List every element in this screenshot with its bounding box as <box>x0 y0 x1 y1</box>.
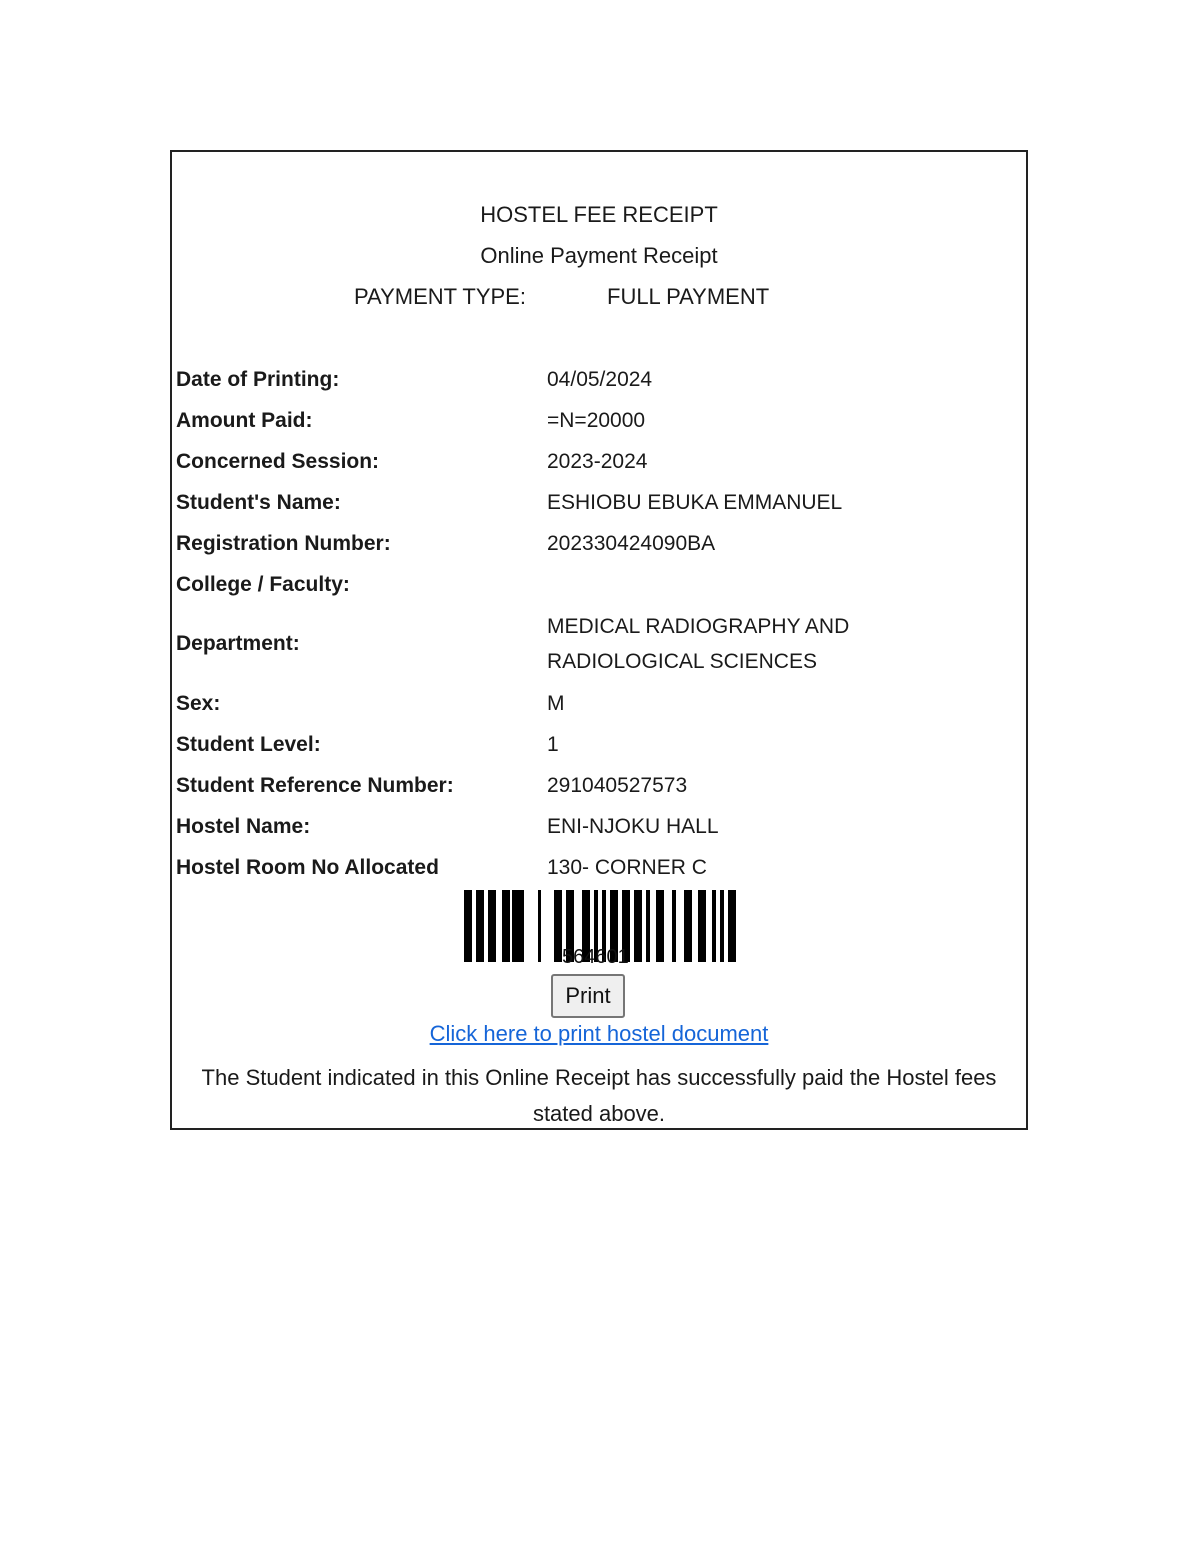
hostel-name-label: Hostel Name: <box>176 815 311 838</box>
concerned-session-label: Concerned Session: <box>176 450 380 473</box>
registration-number-label: Registration Number: <box>176 532 391 555</box>
concerned-session-value: 2023-2024 <box>547 450 648 473</box>
receipt-title: HOSTEL FEE RECEIPT <box>480 202 718 227</box>
barcode-bar <box>488 890 496 962</box>
hostel-room-label: Hostel Room No Allocated <box>176 856 439 879</box>
student-name-value: ESHIOBU EBUKA EMMANUEL <box>547 491 843 514</box>
barcode-bar <box>720 890 724 962</box>
student-reference-number-label: Student Reference Number: <box>176 774 454 797</box>
barcode-bar <box>712 890 716 962</box>
registration-number-value: 202330424090BA <box>547 532 716 555</box>
barcode-bar <box>502 890 510 962</box>
barcode-bar <box>656 890 664 962</box>
barcode-bar <box>512 890 524 962</box>
confirmation-note <box>172 1060 1026 1132</box>
sex-label: Sex: <box>176 692 221 715</box>
department-value-line2: RADIOLOGICAL SCIENCES <box>547 650 817 673</box>
department-label: Department: <box>176 632 300 655</box>
barcode-bar <box>554 890 562 962</box>
confirmation-note-line2: stated above. <box>532 1101 666 1126</box>
hostel-name-value: ENI-NJOKU HALL <box>547 815 719 838</box>
print-button[interactable]: Print <box>551 974 625 1018</box>
student-reference-number-value: 291040527573 <box>547 774 688 797</box>
barcode-bar <box>464 890 472 962</box>
hostel-room-value: 130- CORNER C <box>547 856 707 879</box>
sex-value: M <box>547 692 565 715</box>
date-of-printing-value: 04/05/2024 <box>547 368 653 391</box>
receipt-card <box>170 150 1028 1130</box>
date-of-printing-label: Date of Printing: <box>176 368 340 391</box>
student-level-label: Student Level: <box>176 733 321 756</box>
barcode-bar <box>684 890 692 962</box>
barcode-bar <box>698 890 706 962</box>
payment-type-value: FULL PAYMENT <box>607 284 770 309</box>
barcode-bar <box>476 890 484 962</box>
student-level-value: 1 <box>547 733 559 756</box>
department-value-line1: MEDICAL RADIOGRAPHY AND <box>547 615 850 638</box>
barcode-bar <box>672 890 676 962</box>
amount-paid-label: Amount Paid: <box>176 409 313 432</box>
amount-paid-value: =N=20000 <box>547 409 646 432</box>
confirmation-note-line1: The Student indicated in this Online Receipt has successfully paid the Hostel fees <box>201 1065 997 1090</box>
student-name-label: Student's Name: <box>176 491 341 514</box>
barcode-bar <box>646 890 650 962</box>
college-faculty-label: College / Faculty: <box>176 573 350 596</box>
payment-type-label: PAYMENT TYPE: <box>354 284 526 309</box>
barcode-bar <box>538 890 541 962</box>
receipt-subtitle: Online Payment Receipt <box>480 243 718 268</box>
barcode-bar <box>634 890 642 962</box>
barcode-bar <box>728 890 736 962</box>
barcode-number: 564601 <box>562 946 629 968</box>
print-hostel-document-link[interactable]: Click here to print hostel document <box>429 1021 769 1046</box>
